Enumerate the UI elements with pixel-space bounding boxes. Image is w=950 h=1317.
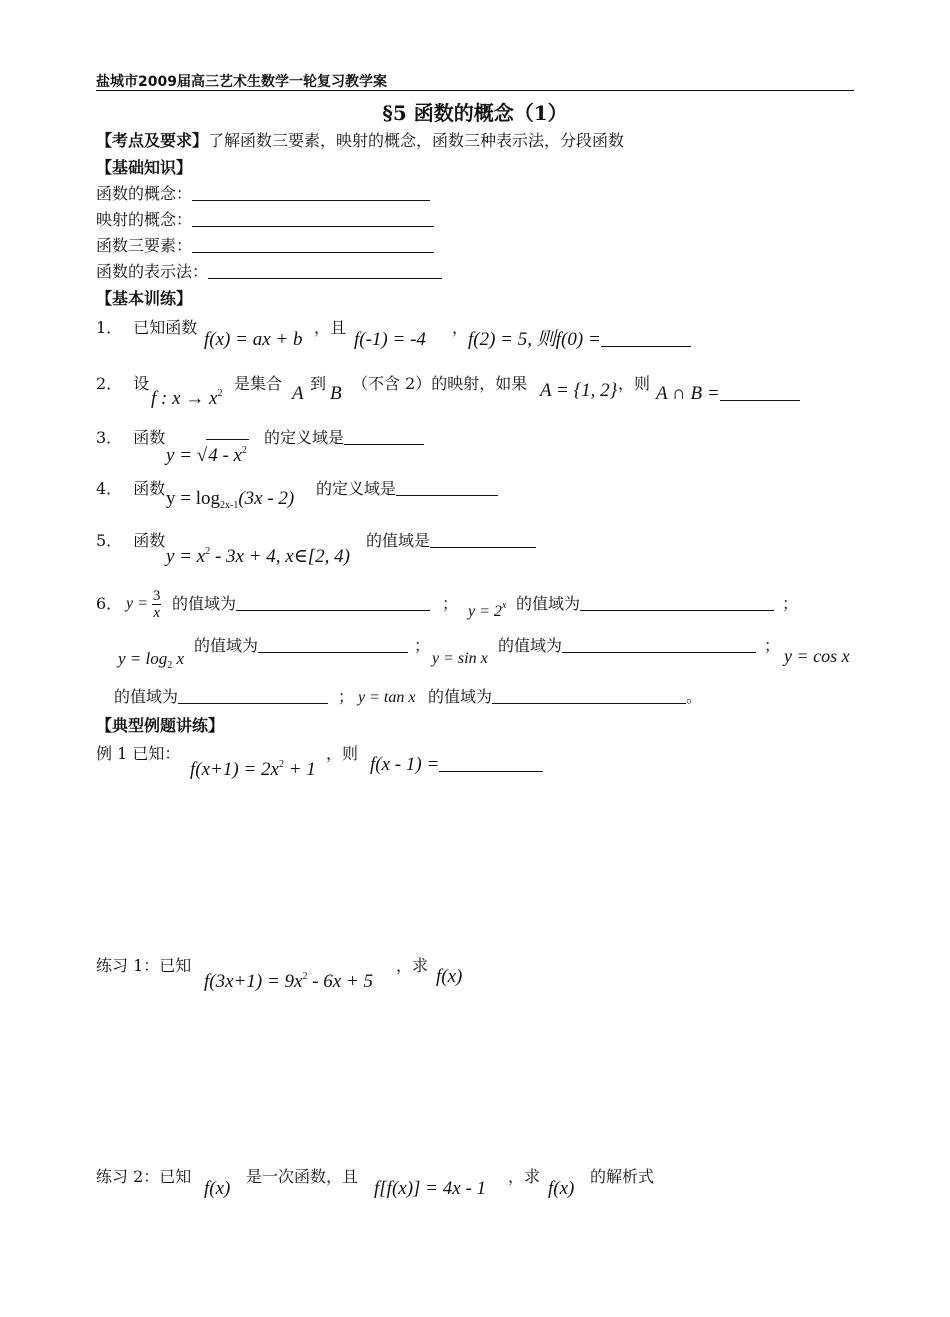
objectives-label: 【考点及要求】 [96,131,209,150]
question-3: 3． 函数 [96,428,166,447]
q2-map: f : $x \to x^2$ [151,388,223,409]
question-5: 5． 函数 [96,531,166,550]
question-4: 4． 函数 [96,479,166,498]
practice-2-tail: 的解析式 [590,1167,655,1186]
q6-range-2: 的值域为 [516,594,774,614]
basics-item-concept: 函数的概念： [96,184,430,204]
practice-2-given: f[f(x)] = 4x - 1 [374,1178,487,1199]
basics-item-three-elements: 函数三要素： [96,236,434,256]
q3-expr: $y = √4 - x^2$ [166,439,249,467]
basics-label: 【基础知识】 [96,158,193,177]
fill-blank[interactable] [492,687,686,704]
q6-sin: y = sin x [432,650,488,667]
q2-after-map: 是集合 [234,374,283,393]
q2-note: （不含 2）的映射，如果 [352,374,528,393]
training-label: 【基本训练】 [96,289,193,308]
practice-2-ask: f(x) [548,1178,575,1199]
practice-1-ask: f(x) [436,966,463,987]
practice-2-fx: f(x) [204,1178,231,1199]
q6-range-6: 的值域为 。 [428,687,703,706]
q6-range-1: 的值域为 [172,594,430,614]
example-1-given: $f(x+1) = 2x^2 + 1$ [190,759,316,780]
question-2: 2． 设 [96,374,150,393]
example-1-then: ，则 [326,744,359,763]
header-text: 盐城市2009届高三艺术生数学一轮复习教学案 [96,74,387,90]
question-6: 6． [96,594,123,613]
q2-set-b: B [330,383,342,404]
practice-2-text: 练习 2：已知 [96,1167,192,1186]
q1-sep1: ，且 [314,318,347,337]
basics-item-representation: 函数的表示法： [96,262,442,282]
example-1-text: 例 1 已知： [96,744,181,763]
q6-log: $y = \log_2 x$ [118,649,185,671]
q4-tail: 的定义域是 [316,479,498,499]
fill-blank[interactable] [439,755,543,772]
q1-f-neg1: f(-1) = -4 [354,329,426,350]
fill-blank[interactable] [344,428,424,445]
q6-range-5: 的值域为 [114,687,328,707]
fill-blank[interactable] [192,210,434,227]
q2-then: ，则 [618,374,651,393]
q2-set-a: A [292,383,304,404]
fill-blank[interactable] [192,184,430,201]
q2-to: 到 [310,374,327,393]
q1-sep2: ， [452,318,469,337]
page-title: §5 函数的概念（1） [382,101,568,125]
fill-blank[interactable] [236,594,430,611]
fill-blank[interactable] [562,636,756,653]
fill-blank[interactable] [178,687,328,704]
q4-expr: $y = \log_{2x-1}(3x - 2)$ [166,488,295,511]
q6-cos: y = cos x [784,646,850,666]
q6-range-3: 的值域为 [194,636,408,656]
practice-1-text: 练习 1：已知 [96,956,192,975]
fill-blank[interactable] [430,531,536,548]
q5-expr: $y = x^2 - 3x + 4$, x∈[2, 4) [166,546,350,567]
fill-blank[interactable] [208,262,442,279]
fill-blank[interactable] [580,594,774,611]
fill-blank[interactable] [601,330,691,347]
examples-label: 【典型例题讲练】 [96,716,225,735]
fill-blank[interactable] [258,636,408,653]
q6-exponential: $y = 2^x$ [468,600,507,620]
objectives-line [96,131,624,151]
example-1-ask: f(x - 1) = [370,754,543,776]
question-1: 1． 已知函数 [96,318,198,337]
q6-tan: y = tan x [358,689,416,706]
q6-semicolon: ； [782,594,799,613]
fill-blank[interactable] [396,479,498,496]
q6-semicolon: ； [414,636,431,655]
q6-reciprocal: y = $\frac{3}{x}$ [126,588,161,621]
q6-semicolon: ； [442,594,459,613]
practice-2-linear: 是一次函数，且 [246,1167,359,1186]
q6-semicolon: ； [764,636,781,655]
q6-semicolon: ； [338,687,355,706]
q3-tail: 的定义域是 [264,428,424,448]
q2-cap: A ∩ B = [656,383,800,405]
q1-f-def: f(x) = ax + b [204,329,303,350]
fill-blank[interactable] [192,236,434,253]
q2-a-eq: A = {1, 2} [540,380,618,401]
header-divider [96,90,854,91]
practice-2-ask-word: ，求 [508,1167,541,1186]
practice-1-ask-word: ，求 [396,956,429,975]
fill-blank[interactable] [720,384,800,401]
basics-item-mapping: 映射的概念： [96,210,434,230]
objectives-text: 了解函数三要素，映射的概念，函数三种表示法，分段函数 [208,131,625,150]
q6-range-4: 的值域为 [498,636,756,656]
q5-tail: 的值域是 [366,531,536,551]
q1-f2: f(2) = 5, 则f(0) = [468,329,691,351]
practice-1-given: $f(3x+1) = 9x^2 - 6x + 5$ [204,971,374,992]
